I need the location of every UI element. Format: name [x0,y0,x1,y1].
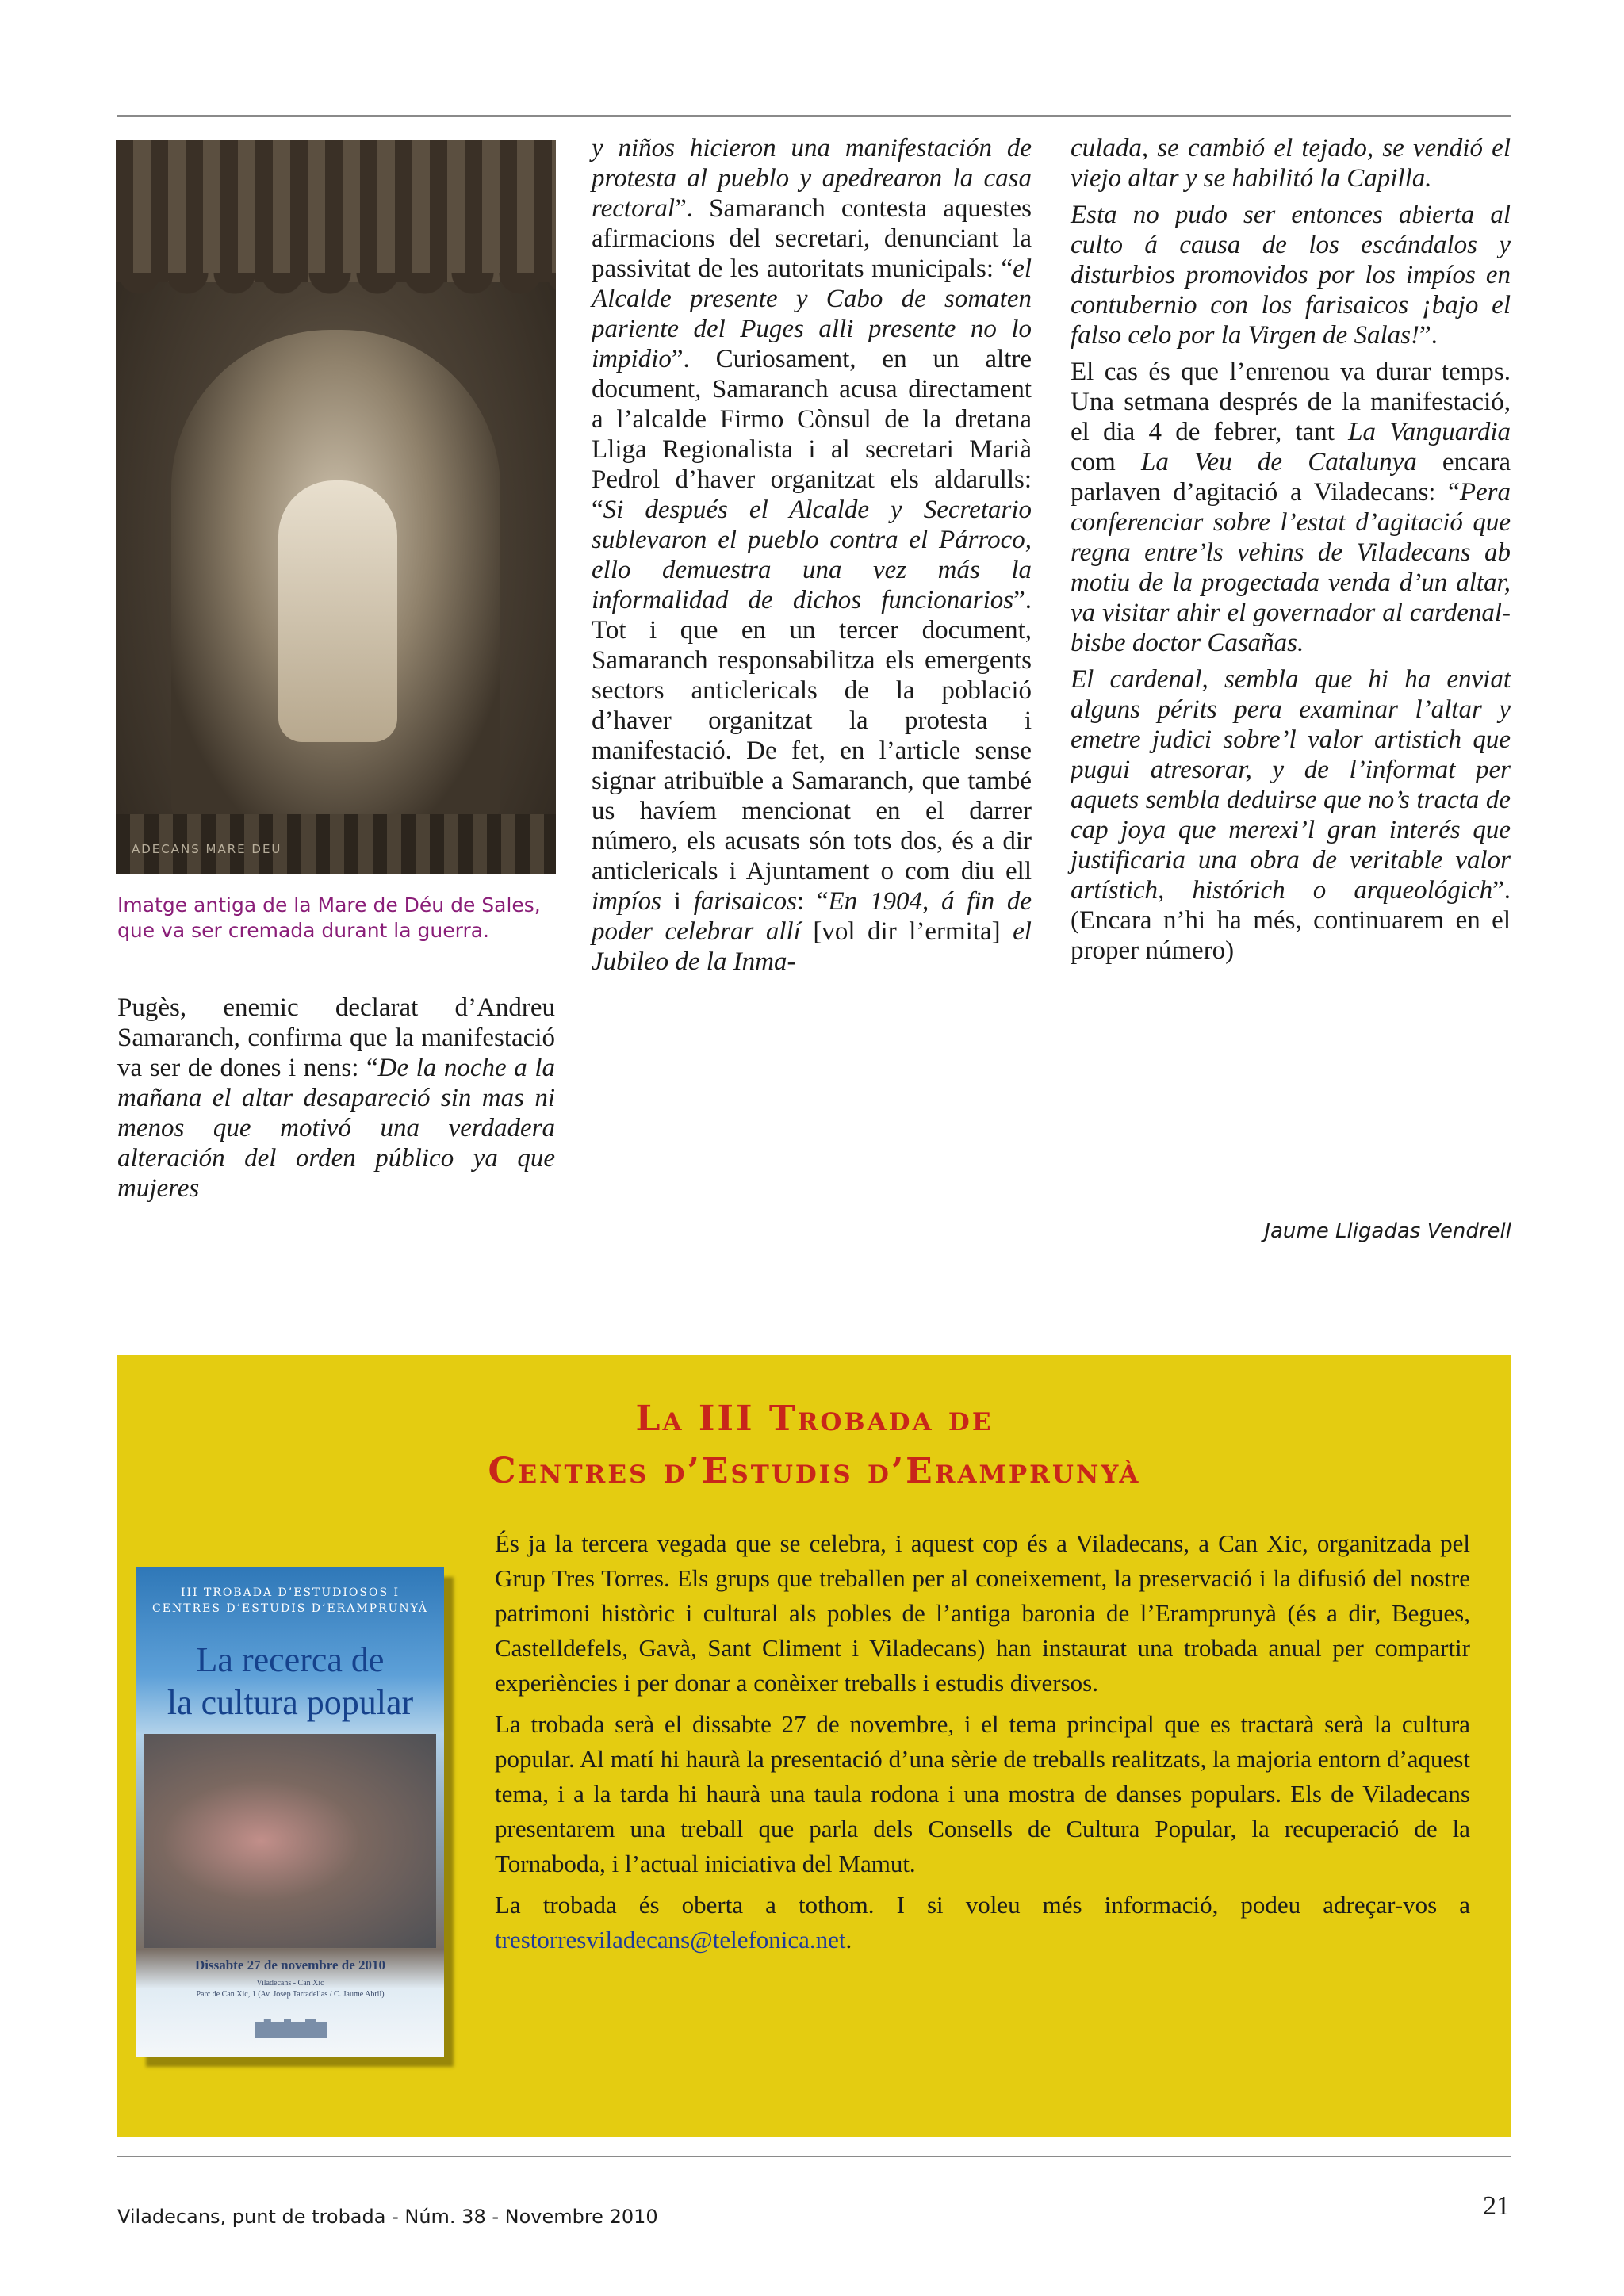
quote-run: Si después el Alcalde y Secretario sublevaron el pueblo contra el Párroco, ello demuestra una vez más la informalidad de dichos funcionarios [592,496,1032,614]
poster-venue-line-1: Viladecans - Can Xic [256,1979,324,1988]
announcement-title-line-2: Centres d’Estudis d’Eramprunyà [488,1451,1141,1491]
text-run: ”. [1419,321,1438,350]
newspaper-name: La Vanguardia [1348,418,1511,446]
quote-run: impíos [592,887,662,916]
text-run: Pugès, enemic declarat d’Andreu Samaranch, confirma que la manifestació va ser de dones i nens: “ [117,993,555,1082]
announcement-body [495,1526,1470,1964]
article-column-2 [592,133,1032,983]
text-run: ”.(Encara n’hi ha més, continuarem en el proper número) [1071,876,1511,965]
poster-mammoth-photo [144,1734,436,1948]
text-run: : “ [796,887,829,916]
footer-publication: Viladecans, punt de trobada - Núm. 38 - Novembre 2010 [117,2206,658,2228]
announcement-paragraph [495,1888,1470,1957]
quote-run: El cardenal, sembla que hi ha enviat alguns périts pera examinar l’altar y emetre judici sobre’l valor artistich que pugui atresorar, y de l’informat per aquets sembla deduirse que no’s tracta de cap joya que merexi’l gran interés que justificaria una obra de veritable valor artístich, histórich o arqueológich [1071,665,1511,905]
photo-caption: Imatge antiga de la Mare de Déu de Sales, que va ser cremada durant la guerra. [117,894,541,942]
author-signature: Jaume Lligadas Vendrell [1264,1219,1511,1243]
event-poster [136,1567,444,2057]
poster-town-logo [255,2011,327,2038]
text-run: ”. Samaranch contesta aquestes afirmacions del secretari, denunciant la passivitat de les autoritats municipals: “ [592,194,1032,283]
text-run: ”. Curiosament, en un altre document, Samaranch acusa directament a l’alcalde Firmo Cònsul de la dretana Lliga Regionalista i al secretari Marià Pedrol d’haver organitzat els aldarulls: “ [592,345,1032,524]
text-run: encara parlaven d’agitació a Viladecans: “ [1071,448,1511,507]
poster-date: Dissabte 27 de novembre de 2010 [194,1957,386,1973]
quote-run: farisaicos [693,887,797,916]
poster-title-line-2: la cultura popular [167,1683,414,1722]
page-number: 21 [1483,2191,1510,2221]
text-run: . [845,1926,852,1954]
quote-run: Pera conferenciar sobre l’estat d’agitació que regna entre’ls vehins de Viladecans ab motiu de la progectada venda d’un altar, va visitar ahir el governador al cardenal-bisbe doctor Casañas. [1071,478,1511,657]
quote-run: el Alcalde presente y Cabo de somaten pariente del Puges alli presente no lo impidio [592,254,1032,373]
quote-run: En 1904, á fin de poder celebrar allí [592,887,1032,946]
article-paragraph [592,133,1032,977]
poster-header [136,1585,444,1617]
top-rule [117,115,1511,117]
article-paragraph [1071,664,1511,966]
bottom-rule [117,2156,1511,2157]
article-paragraph [1071,200,1511,350]
quote-run: culada, se cambió el tejado, se vendió el viejo altar y se habilitó la Capilla. [1071,134,1511,193]
quote-run: Esta no pudo ser entonces abierta al culto á causa de los escándalos y disturbios promovidos por los impíos en contubernio con los farisaicos ¡bajo el falso celo por la Virgen de Salas! [1071,201,1511,350]
announcement-title-line-1: La III Trobada de [635,1399,994,1439]
announcement-paragraph: La trobada serà el dissabte 27 de novembre, i el tema principal que es tractarà serà la cultura popular. Al matí hi haurà la presentació d’una sèrie de treballs realitzats, la majoria entorn d’aquest tema, i a la tarda hi haurà una taula rodona i una mostra de danses populars. Els de Viladecans presentarem una treball que parla dels Consells de Cultura Popular, la recuperació de la Tornaboda, i l’actual iniciativa del Mamut. [495,1710,1470,1877]
article-column-3 [1071,133,1511,972]
announcement-box [117,1355,1511,2137]
text-run: com [1071,448,1142,476]
poster-title-line-1: La recerca de [196,1640,385,1679]
announcement-paragraph: És ja la tercera vegada que se celebra, i aquest cop és a Viladecans, a Can Xic, organitzada pel Grup Tres Torres. Els grups que treballen per al coneixement, la preservació i la difusió del nostre patrimoni històric i cultural als pobles de l’antiga baronia de l’Eramprunyà (és a dir, Begues, Castelldefels, Gavà, Sant Climent i Viladecans) han instaurat una trobada anual per compartir experiències i per donar a conèixer treballs i estudis diversos. [495,1529,1470,1697]
quote-run: De la noche a la mañana el altar desapareció sin mas ni menos que motivó una verdadera alteración del orden público ya que mujeres [117,1054,555,1203]
poster-venue [136,1978,444,2000]
newspaper-name: La Veu de Catalunya [1141,448,1417,476]
quote-run: el Jubileo de la Inma- [592,917,1032,976]
text-run: ”. Tot i que en un tercer document, Samaranch responsabilitza els emergents sectors anticlericals de la població d’haver organitzat la protesta i manifestació. De fet, en l’article sense signar atribuïble a Samaranch, que també us havíem mencionat en el darrer número, els acusats són tots dos, és a dir anticlericals i Ajuntament o com diu ell [592,586,1032,886]
poster-title [136,1639,444,1724]
photo-base-inscription: ADECANS MARE DEU [132,842,282,856]
photo-curtain [116,140,556,282]
article-column-1 [117,993,555,1210]
contact-email-link[interactable]: trestorresviladecans@telefonica.net [495,1926,846,1954]
article-paragraph [1071,133,1511,193]
virgin-photo [116,140,556,874]
text-run: [vol dir l’ermita] [800,917,1013,946]
poster-header-line-2: CENTRES D’ESTUDIS D’ERAMPRUNYÀ [152,1602,428,1615]
text-run: El cas és que l’enrenou va durar temps. Una setmana després de la manifestació, el dia 4 de febrer, tant [1071,358,1511,446]
poster-header-line-1: III TROBADA D’ESTUDIOSOS I [180,1586,400,1599]
article-paragraph [117,993,555,1203]
text-run: i [661,887,694,916]
announcement-title [117,1393,1511,1498]
poster-venue-line-2: Parc de Can Xic, 1 (Av. Josep Tarradellas / C. Jaume Abril) [196,1990,385,1999]
text-run: La trobada és oberta a tothom. I si voleu més informació, podeu adreçar-vos a [495,1891,1470,1919]
photo-virgin-figure [278,480,397,742]
article-paragraph [1071,357,1511,658]
quote-run: y niños hicieron una manifestación de protesta al pueblo y apedrearon la casa rectoral [592,134,1032,223]
